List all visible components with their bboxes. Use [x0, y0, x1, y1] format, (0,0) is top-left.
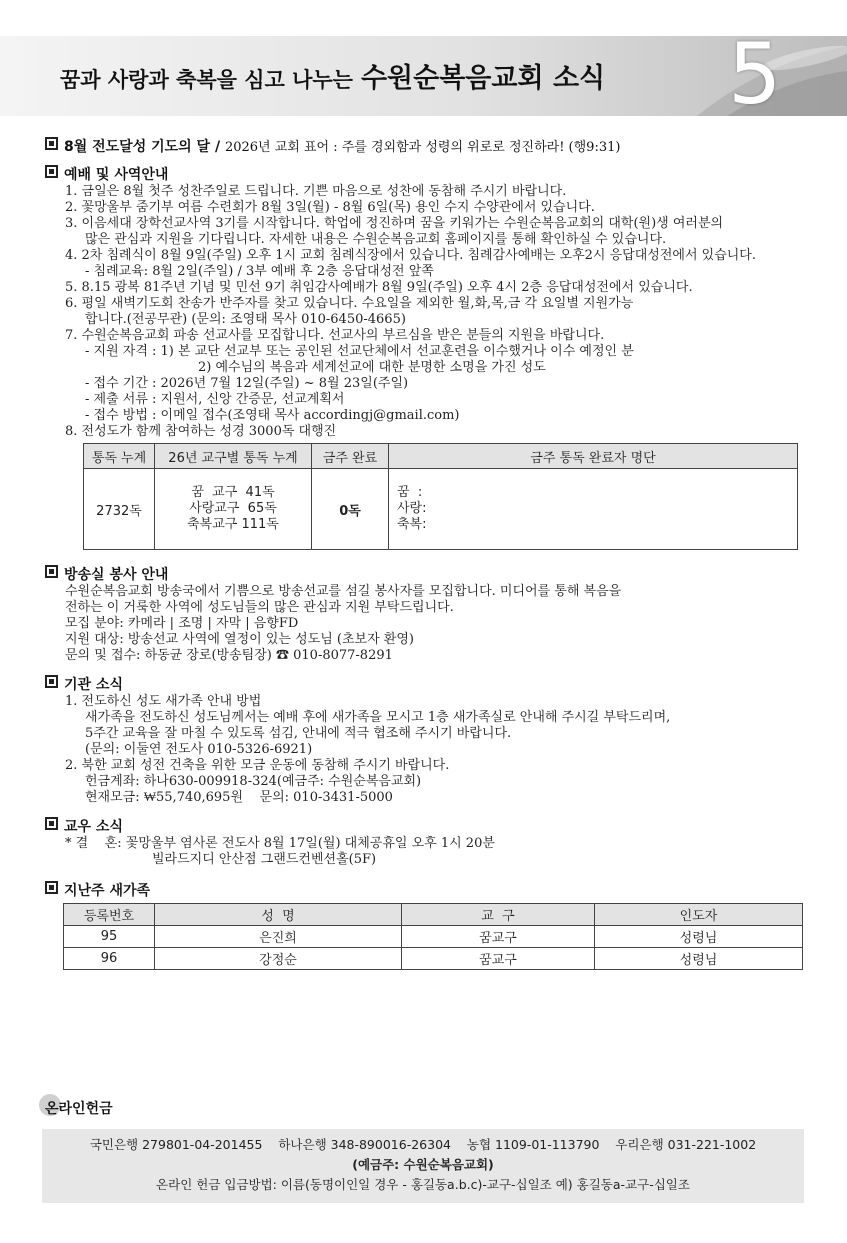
square-bullet-icon	[45, 137, 58, 150]
worship-line: 6. 평일 새벽기도회 찬송가 반주자를 찾고 있습니다. 수요일을 제외한 월,화,목,금 각 요일별 지원가능	[65, 296, 634, 311]
bible-reading-table	[83, 443, 798, 550]
worship-line: 2) 예수님의 복음과 세계선교에 대한 분명한 소명을 가진 성도	[198, 360, 546, 375]
church-news-title: 수원순복음교회 소식	[360, 63, 606, 94]
square-bullet-icon	[45, 565, 58, 578]
worship-line: 8. 전성도가 함께 참여하는 성경 3000독 대행진	[65, 424, 337, 439]
bank-accounts: 국민은행 279801-04-201455 하나은행 348-890016-26304 농협 1109-01-113790 우리은행 031-221-1002	[89, 1137, 757, 1152]
square-bullet-icon	[45, 675, 58, 688]
worship-line: - 접수 방법 : 이메일 접수(조영태 목사 accordingj@gmail.com)	[85, 408, 460, 423]
table-row: 95 은진희 꿈교구 성령님	[64, 926, 803, 948]
theme-text: 2026년 교회 표어 : 주를 경외함과 성령의 위로로 정진하라! (행9:31)	[224, 140, 621, 155]
broadcast-line: 모집 분야: 카메라 | 조명 | 자막 | 음향FD	[65, 616, 299, 631]
worship-line: 4. 2차 침례식이 8월 9일(주일) 오후 1시 교회 침례식장에서 있습니다. 침례감사예배는 오후2시 응답대성전에서 있습니다.	[65, 248, 756, 263]
worship-section-title: 예배 및 사역안내	[45, 164, 805, 184]
page-number: 5	[728, 36, 782, 116]
worship-line: 5. 8.15 광복 81주년 기념 및 민선 9기 취임감사예배가 8월 9일(주일) 오후 4시 2층 응답대성전에서 있습니다.	[65, 280, 693, 295]
agency-line: 2. 북한 교회 성전 건축을 위한 모금 운동에 동참해 주시기 바랍니다.	[65, 758, 450, 773]
table-header-row	[64, 904, 803, 926]
agency-line: 5주간 교육을 잘 마칠 수 있도록 섬김, 안내에 적극 협조해 주시기 바랍니다.	[85, 726, 512, 741]
deposit-method: 온라인 헌금 입금방법: 이름(동명이인일 경우 - 홍길동a.b.c)-교구-십일조 예) 홍길동a-교구-십일조	[156, 1177, 690, 1192]
header-banner	[0, 36, 847, 116]
square-bullet-icon	[45, 165, 58, 178]
agency-line: 1. 전도하신 성도 새가족 안내 방법	[65, 694, 262, 709]
worship-line: 7. 수원순복음교회 파송 선교사를 모집합니다. 선교사의 부르심을 받은 분들의 지원을 바랍니다.	[65, 328, 605, 343]
new-family-table	[63, 903, 803, 970]
agency-line: 새가족을 전도하신 성도님께서는 예배 후에 새가족을 모시고 1층 새가족실로 안내해 주시길 부탁드리며,	[85, 710, 671, 725]
worship-line: 3. 이음세대 장학선교사역 3기를 시작합니다. 학업에 정진하며 꿈을 키워가는 수원순복음교회의 대학(원)생 여러분의	[65, 216, 724, 231]
reading-total: 2732독	[84, 469, 155, 550]
table-header: 금주 완료	[312, 444, 389, 469]
theme-title: 8월 전도달성 기도의 달 /	[64, 139, 221, 155]
table-header: 금주 통독 완료자 명단	[389, 444, 798, 469]
table-header: 통독 누계	[84, 444, 155, 469]
worship-line: 합니다.(전공무관) (문의: 조영태 목사 010-6450-4665)	[85, 312, 406, 327]
table-header: 성 명	[155, 904, 402, 926]
broadcast-line: 문의 및 접수: 하동균 장로(방송팀장) ☎ 010-8077-8291	[65, 648, 393, 663]
account-holder: (예금주: 수원순복음교회)	[352, 1157, 494, 1172]
week-complete: 0독	[312, 469, 389, 550]
broadcast-line: 전하는 이 거룩한 사역에 성도님들의 많은 관심과 지원 부탁드립니다.	[65, 600, 454, 615]
bank-account-box	[42, 1129, 804, 1203]
square-bullet-icon	[45, 881, 58, 894]
main-content	[45, 136, 805, 970]
members-section-title: 교우 소식	[45, 816, 805, 836]
agency-line: 현재모금: ₩55,740,695원 문의: 010-3431-5000	[85, 790, 393, 805]
worship-line: - 침례교육: 8월 2일(주일) / 3부 예배 후 2층 응답대성전 앞쪽	[85, 264, 434, 279]
table-header: 인도자	[595, 904, 803, 926]
members-line: 빌라드지디 안산점 그랜드컨벤션홀(5F)	[152, 852, 377, 867]
broadcast-line: 지원 대상: 방송선교 사역에 열정이 있는 성도님 (초보자 환영)	[65, 632, 414, 647]
worship-line: - 접수 기간 : 2026년 7월 12일(주일) ~ 8월 23일(주일)	[85, 376, 409, 391]
table-header: 교 구	[402, 904, 595, 926]
members-line: * 결 혼: 꽃망울부 염사론 전도사 8월 17일(월) 대체공휴일 오후 1시 20분	[65, 836, 495, 851]
square-bullet-icon	[45, 817, 58, 830]
table-header: 26년 교구별 통독 누계	[155, 444, 312, 469]
table-header-row	[84, 444, 798, 469]
broadcast-section-title: 방송실 봉사 안내	[45, 564, 805, 584]
header-subtitle: 꿈과 사랑과 축복을 심고 나누는	[60, 68, 353, 92]
worship-line: 많은 관심과 지원을 기다립니다. 자세한 내용은 수원순복음교회 홈페이지를 통해 확인하실 수 있습니다.	[85, 232, 667, 247]
broadcast-line: 수원순복음교회 방송국에서 기쁨으로 방송선교를 섬길 봉사자를 모집합니다. 미디어를 통해 복음을	[65, 584, 622, 599]
header-title	[60, 56, 605, 95]
agency-line: (문의: 이둘연 전도사 010-5326-6921)	[85, 742, 313, 757]
new-family-section-title: 지난주 새가족	[45, 880, 805, 900]
worship-line: 1. 금일은 8월 첫주 성찬주일로 드립니다. 기쁜 마음으로 성찬에 동참해 주시기 바랍니다.	[65, 184, 567, 199]
online-offering-title: 온라인헌금	[45, 1098, 113, 1118]
worship-line: - 제출 서류 : 지원서, 신앙 간증문, 선교계획서	[85, 392, 345, 407]
table-row: 96 강정순 꿈교구 성령님	[64, 948, 803, 970]
worship-line: - 지원 자격 : 1) 본 교단 선교부 또는 공인된 선교단체에서 선교훈련을 이수했거나 이수 예정인 분	[85, 344, 634, 359]
table-row	[84, 469, 798, 550]
theme-section	[45, 136, 805, 156]
agency-line: 헌금계좌: 하나630-009918-324(예금주: 수원순복음교회)	[85, 774, 422, 789]
completer-names: 꿈 : 사랑: 축복:	[389, 469, 798, 550]
table-header: 등록번호	[64, 904, 155, 926]
group-totals: 꿈 교구 41독 사랑교구 65독 축복교구 111독	[155, 469, 312, 550]
agency-section-title: 기관 소식	[45, 674, 805, 694]
worship-line: 2. 꽃망울부 줌기부 여름 수련회가 8월 3일(월) - 8월 6일(목) 용인 수지 수양관에서 있습니다.	[65, 200, 595, 215]
